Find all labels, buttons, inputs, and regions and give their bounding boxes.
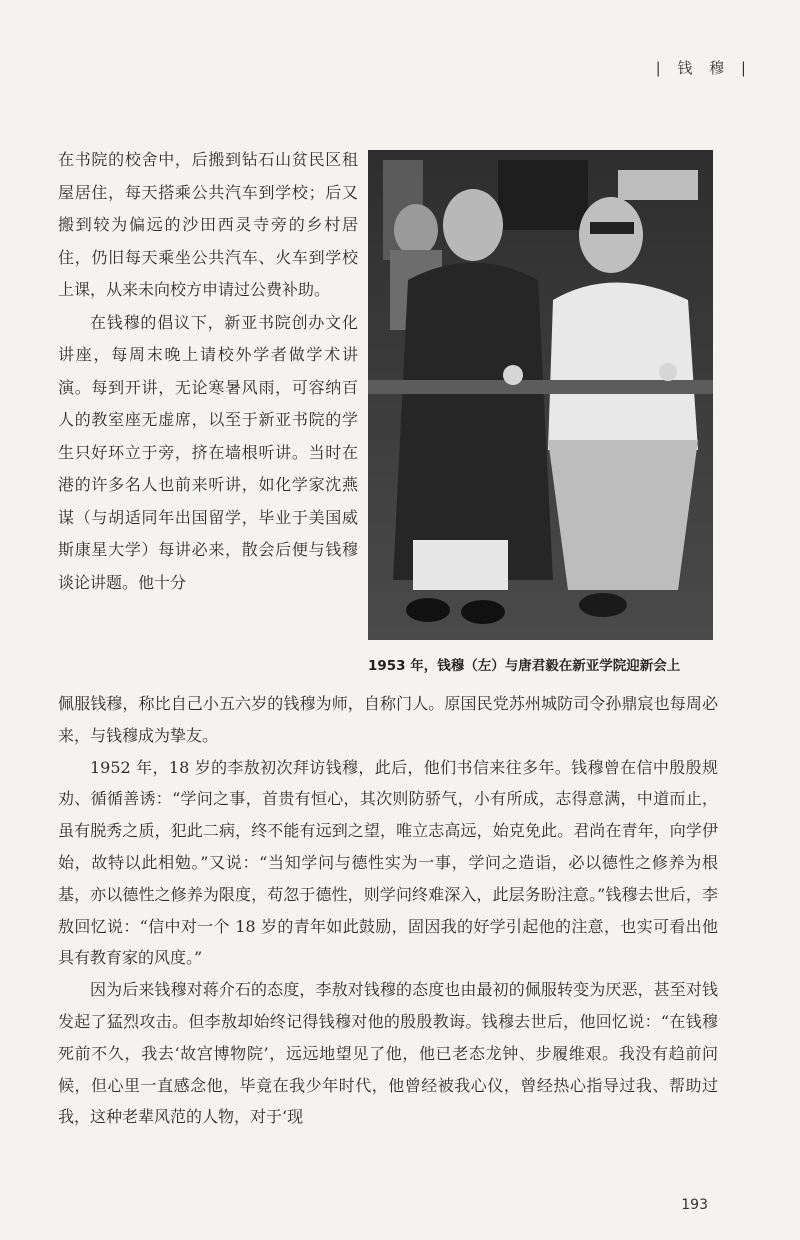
- paragraph: 佩服钱穆，称比自己小五六岁的钱穆为师，自称门人。原国民党苏州城防司令孙鼎宸也每周必来，与钱穆成为挚友。: [58, 694, 718, 745]
- body-text-full: [58, 688, 718, 1133]
- paragraph: 1952 年，18 岁的李敖初次拜访钱穆，此后，他们书信来往多年。钱穆曾在信中殷殷规劝、循循善诱：“学问之事，首贵有恒心，其次则防骄气，小有所成，志得意满，中道而止，虽有脱秀之质，犯此二病，终不能有远到之望，唯立志高远，始克免此。君尚在青年，向学伊始，故特以此相勉。”又说：“当知学问与德性实为一事，学问之造诣，必以德性之修养为根基，亦以德性之修养为限度，苟忽于德性，则学问终难深入，此层务盼注意。”钱穆去世后，李敖回忆说：“信中对一个 18 岁的青年如此鼓励，固因我的好学引起他的注意，也实可看出他具有教育家的风度。”: [58, 757, 718, 968]
- body-text-narrow: [58, 144, 358, 599]
- paragraph: 因为后来钱穆对蒋介石的态度，李敖对钱穆的态度也由最初的佩服转变为厌恶，甚至对钱发起了猛烈攻击。但李敖却始终记得钱穆对他的殷殷教诲。钱穆去世后，他回忆说：“在钱穆死前不久，我去‘故宫博物院’，远远地望见了他，他已老态龙钟、步履维艰。我没有趋前问候，但心里一直感念他，毕竟在我少年时代，他曾经被我心仪，曾经热心指导过我、帮助过我，这种老辈风范的人物，对于‘现: [58, 980, 718, 1127]
- paragraph: 在钱穆的倡议下，新亚书院创办文化讲座，每周末晚上请校外学者做学术讲演。每到开讲，无论寒暑风雨，可容纳百人的教室座无虚席，以至于新亚书院的学生只好环立于旁，挤在墙根听讲。当时在港的许多名人也前来听讲，如化学家沈燕谋（与胡适同年出国留学，毕业于美国威斯康星大学）每讲必来，散会后便与钱穆谈论讲题。他十分: [58, 312, 358, 592]
- paragraph: 在书院的校舍中，后搬到钻石山贫民区租屋居住，每天搭乘公共汽车到学校；后又搬到较为偏远的沙田西灵寺旁的乡村居住，仍旧每天乘坐公共汽车、火车到学校上课，从来未向校方申请过公费补助。: [58, 150, 358, 299]
- photo-figure: [368, 150, 713, 674]
- page-number: 193: [681, 1197, 708, 1213]
- photo-caption: 1953 年，钱穆（左）与唐君毅在新亚学院迎新会上: [368, 658, 681, 674]
- photo-illustration: [368, 150, 713, 640]
- running-head: | 钱 穆 |: [655, 59, 752, 77]
- historical-photo: [368, 150, 713, 640]
